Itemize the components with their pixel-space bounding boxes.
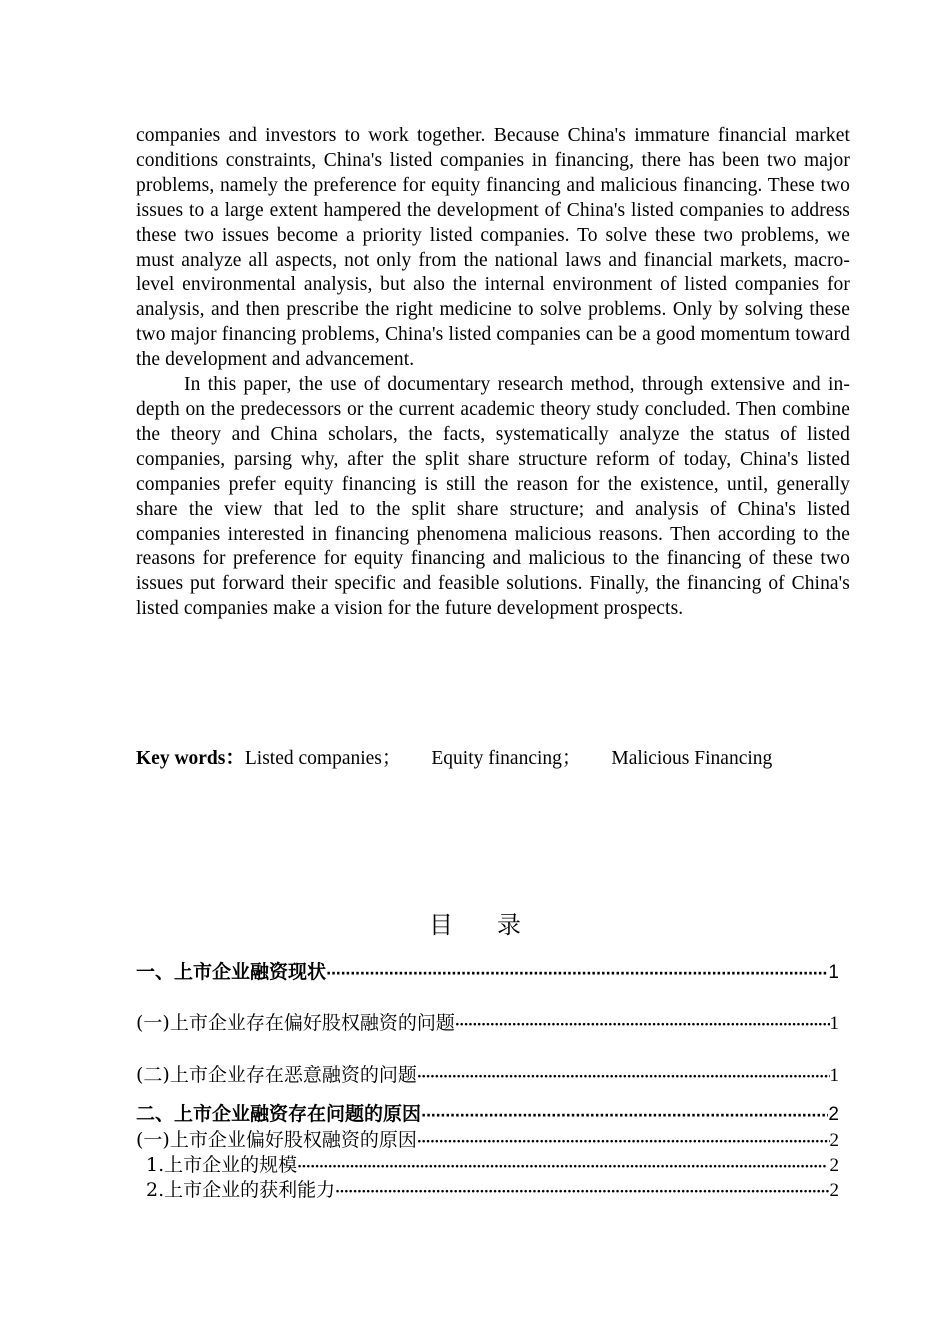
toc-page-number: 1 bbox=[829, 1065, 839, 1086]
toc-entry-subsection-2-1-1[interactable] bbox=[136, 1150, 839, 1176]
toc-entry-section-2-1[interactable] bbox=[136, 1125, 839, 1151]
toc-page-number: 2 bbox=[829, 1180, 839, 1201]
toc-dot-leader bbox=[335, 1184, 829, 1200]
toc-entry-label: (一)上市企业偏好股权融资的原因 bbox=[136, 1129, 417, 1151]
toc-page-number: 2 bbox=[829, 1155, 839, 1176]
toc-dot-leader bbox=[326, 966, 828, 982]
abstract-body bbox=[136, 124, 850, 622]
toc-page-number: 2 bbox=[828, 1104, 839, 1125]
toc-dot-leader bbox=[417, 1134, 830, 1150]
toc-dot-leader bbox=[455, 1017, 830, 1033]
toc-title-char: 目 bbox=[429, 911, 453, 939]
toc-dot-leader bbox=[417, 1069, 830, 1085]
toc-entry-label: 二、上市企业融资存在问题的原因 bbox=[136, 1103, 422, 1125]
toc-title bbox=[0, 905, 950, 940]
keyword-item: Listed companies； bbox=[244, 748, 402, 769]
toc-entry-chapter-1[interactable] bbox=[136, 957, 839, 983]
toc-page-number: 2 bbox=[829, 1130, 839, 1151]
toc-entry-chapter-2[interactable] bbox=[136, 1099, 839, 1125]
toc-entry-section-1-2[interactable] bbox=[136, 1060, 839, 1086]
toc-dot-leader bbox=[421, 1108, 828, 1124]
toc-title-char: 录 bbox=[497, 911, 521, 939]
keywords-line bbox=[136, 746, 850, 772]
toc-page-number: 1 bbox=[828, 962, 839, 983]
toc-entry-label: (二)上市企业存在恶意融资的问题 bbox=[136, 1064, 417, 1086]
toc-entry-label: 2.上市企业的获利能力 bbox=[146, 1179, 336, 1201]
abstract-paragraph-1: companies and investors to work together. Because China's immature financial market conditions constraints, China's listed companies in financing, there has been two major problems, namely the preference for equity financing and malicious financing. These two issues to a large extent hampered the development of China's listed companies to address these two issues become a priority listed companies. To solve these two problems, we must analyze all aspects, not only from the national laws and financial markets, macro-level environmental analysis, but also the internal environment of listed companies for analysis, and then prescribe the right medicine to solve problems. Only by solving these two major financing problems, China's listed companies can be a good momentum toward the development and advancement. bbox=[136, 125, 850, 371]
toc-entry-label: 1.上市企业的规模 bbox=[146, 1154, 298, 1176]
toc-entry-label: (一)上市企业存在偏好股权融资的问题 bbox=[136, 1012, 455, 1034]
toc-entry-section-1-1[interactable] bbox=[136, 1008, 839, 1034]
abstract-paragraph-2: In this paper, the use of documentary research method, through extensive and in-depth on the predecessors or the current academic theory study concluded. Then combine the theory and China scholars, the facts, systematically analyze the status of listed companies, parsing why, after the split share structure reform of today, China's listed companies prefer equity financing is still the reason for the existence, until, generally share the view that led to the split share structure; and analysis of China's listed companies interested in financing phenomena malicious reasons. Then according to the reasons for preference for equity financing and malicious to the financing of these two issues put forward their specific and feasible solutions. Finally, the financing of China's listed companies make a vision for the future development prospects. bbox=[136, 374, 850, 620]
toc-entry-label: 一、上市企业融资现状 bbox=[136, 961, 327, 983]
toc-page-number: 1 bbox=[829, 1013, 839, 1034]
keyword-item: Malicious Financing bbox=[611, 748, 773, 769]
keywords-label: Key words： bbox=[136, 748, 245, 769]
keyword-item: Equity financing； bbox=[431, 748, 582, 769]
toc-entry-subsection-2-1-2[interactable] bbox=[136, 1175, 839, 1201]
toc-dot-leader bbox=[297, 1159, 829, 1175]
